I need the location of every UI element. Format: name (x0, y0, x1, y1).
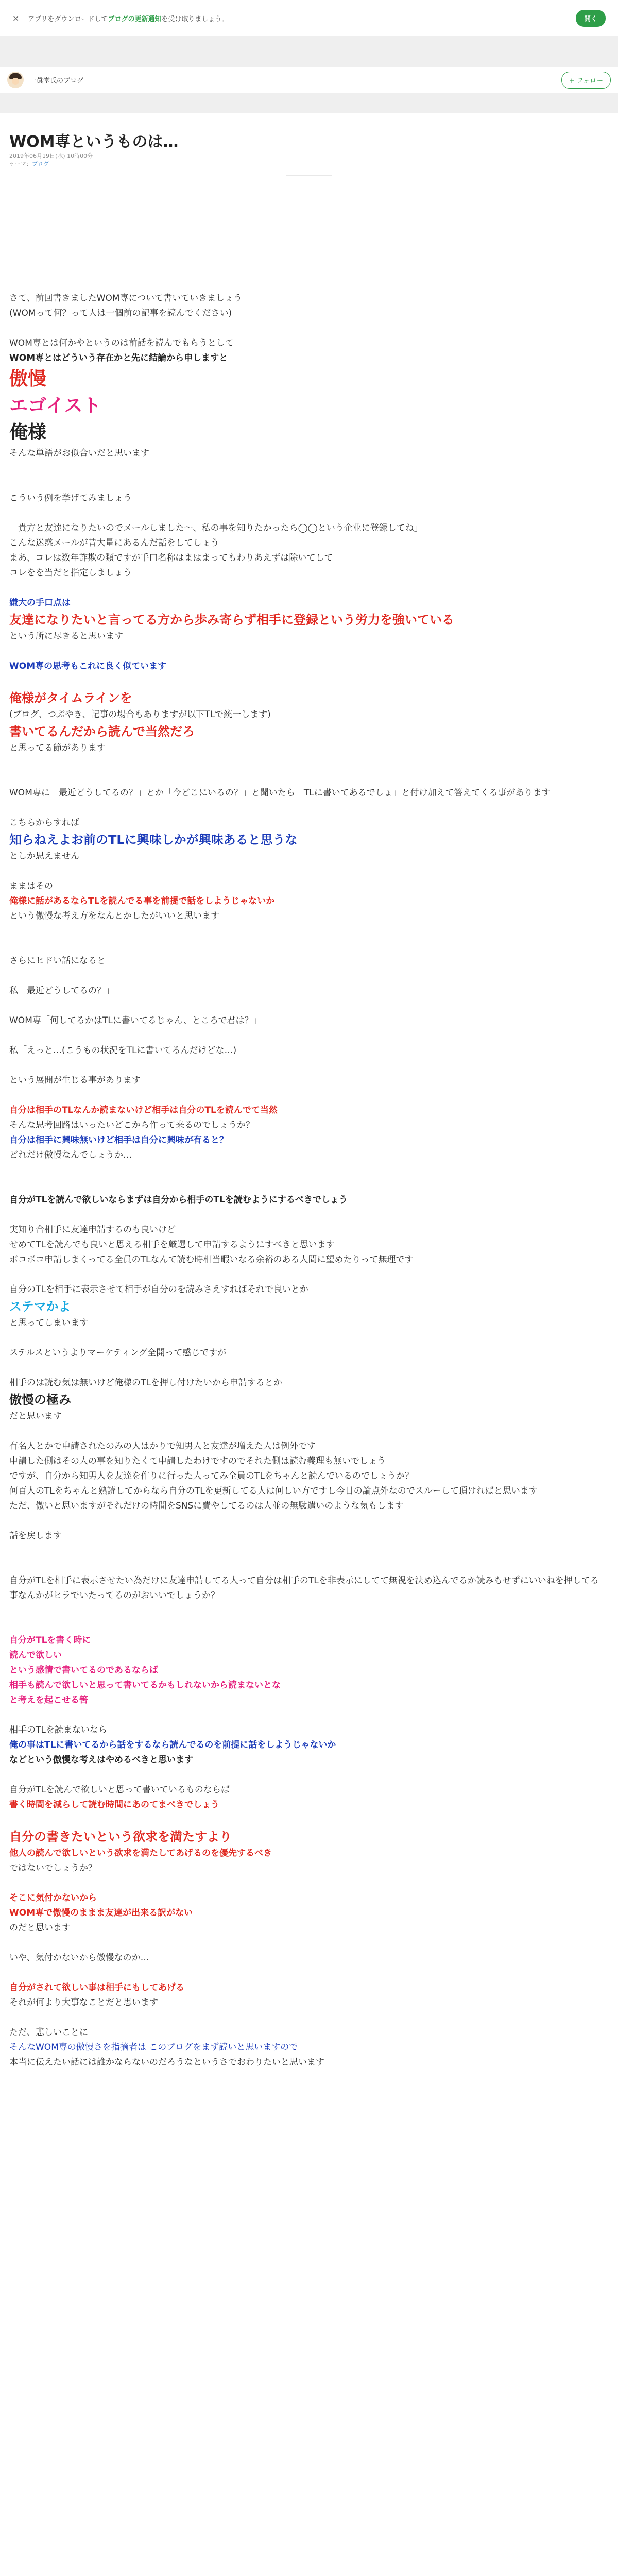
article-paragraph: などという傲慢な考えはやめるべきと思います (9, 1755, 193, 1765)
article-paragraph: WOM専「何してるかはTLに書いてるじゃん、ところで君は？」 (9, 1015, 262, 1026)
blank-line (9, 1708, 607, 1723)
article-paragraph: 自分がTLを読んで欲しいと思って書いているものならば (9, 1785, 230, 1795)
article-paragraph: 私「最近どうしてるの？」 (9, 986, 114, 996)
article-paragraph: と思ってしまいます (9, 1318, 88, 1328)
blank-line (9, 1267, 607, 1282)
blank-line (9, 1558, 607, 1573)
ad-divider (286, 175, 332, 176)
article-paragraph: 俺様 (9, 422, 47, 443)
article-paragraph: 自分のTLを相手に表示させて相手が自分のを読みさえすればそれで良いとか (9, 1284, 308, 1295)
ad-space-top (0, 36, 618, 67)
blog-header (0, 67, 618, 93)
article-paragraph: 自分がTLを読んで欲しいならまずは自分から相手のTLを読むようにするべきでしょう (9, 1195, 348, 1205)
blank-line (9, 1361, 607, 1376)
blank-line (9, 1603, 607, 1618)
blank-line (9, 756, 607, 771)
blank-line (9, 1088, 607, 1103)
article-paragraph: コレをを当だと指定しましょう (9, 568, 132, 578)
article-paragraph: という展開が生じる事があります (9, 1075, 141, 1086)
article-paragraph: ステルスというよりマーケティング全開って感じですが (9, 1348, 227, 1358)
article-paragraph: そこに気付かないから (9, 1893, 97, 1903)
article-paragraph: 相手も読んで欲しいと思って書いてるかもしれないから読まないとな (9, 1680, 281, 1690)
article-paragraph: という傲慢な考え方をなんとかしたがいいと思います (9, 911, 219, 921)
app-download-banner (0, 0, 618, 36)
article-paragraph: という所に尽きると思います (9, 631, 123, 641)
blog-name[interactable]: 一眞堂氏のブログ (30, 77, 84, 85)
article-paragraph: (WOMって何？って人は一個前の記事を読んでください) (9, 308, 232, 318)
article-paragraph: WOM専とは何かやというのは前話を読んでもらうとして (9, 338, 234, 348)
blank-line (9, 674, 607, 689)
follow-button[interactable]: + フォロー (561, 72, 611, 89)
blank-line (9, 1178, 607, 1193)
article-paragraph: エゴイスト (9, 395, 101, 416)
article-paragraph: 相手のは読む気は無いけど俺様のTLを押し付けたいから申請するとか (9, 1378, 282, 1388)
blank-line (9, 1208, 607, 1223)
blank-line (9, 1965, 607, 1980)
article-paragraph: WOM専の思考もこれに良く似ています (9, 661, 167, 671)
article-paragraph: 申請した側はその人の事を知りたくて申請したわけですのでそれた側は読む義理も無いでしょう (9, 1456, 386, 1466)
article-paragraph: 自分がTLを相手に表示させたい為だけに友達申請してる人って自分は相手のTLを非表示にしてて無視を決め込んでるか読みもせずにいいねを押してる事なんかがヒラでいたってるのがおいいでしょうか？ (9, 1575, 599, 1601)
blank-line (9, 1424, 607, 1439)
article-paragraph: と思ってる節があります (9, 743, 106, 753)
page-title: WOM専というものは… (9, 133, 179, 151)
article-paragraph: と考えを起こせる筈 (9, 1695, 88, 1705)
article-paragraph: ですが、自分から知男人を友達を作りに行った人ってみ全員のTLをちゃんと読んでいるのでしょうか？ (9, 1471, 414, 1481)
article-paragraph: ままはその (9, 881, 53, 891)
article-paragraph: さらにヒドい話になると (9, 956, 106, 966)
article-paragraph: 自分は相手に興味無いけど相手は自分に興味が有ると？ (9, 1135, 228, 1145)
blank-line (9, 1768, 607, 1783)
article-paragraph: 有名人とかで申請されたのみの人はかりで知男人と友達が増えた人は例外です (9, 1441, 316, 1451)
article-paragraph: どれだけ傲慢なんでしょうか… (9, 1150, 132, 1160)
article-paragraph: 何百人のTLをちゃんと熟読してからなら自分のTLを更新してる人は何しい方ですし今日の論点外なのでスルーして頂ければと思います (9, 1486, 538, 1496)
banner-message: アプリをダウンロードしてブログの更新通知を受け取りましょう。 (28, 15, 229, 23)
article-paragraph: 俺様がタイムラインを (9, 691, 132, 705)
article-paragraph: ボコボコ申請しまくってる全員のTLなんて読む時相当暇いなる余裕のある人間に望めたりって無理です (9, 1255, 414, 1265)
blank-line (9, 939, 607, 954)
article-paragraph: そんなWOM専の傲慢さを指摘者は このブログをまず読いと思いますので (9, 2042, 298, 2053)
article-paragraph: こういう例を挙げてみましょう (9, 493, 132, 503)
blank-line (9, 476, 607, 491)
blank-line (9, 1544, 607, 1558)
article-paragraph: WOM専とはどういう存在かと先に結論から申しますと (9, 353, 228, 363)
article-paragraph: だと思います (9, 1411, 62, 1421)
blank-line (9, 321, 607, 336)
article-paragraph: という感情で書いてるのであるならば (9, 1665, 158, 1675)
article-paragraph: 書いてるんだから読んで当然だろ (9, 724, 195, 739)
article-paragraph: 本当に伝えたい話には誰かならないのだろうなというさでおわりたいと思います (9, 2057, 324, 2067)
blank-line (9, 924, 607, 939)
article-paragraph: 自分の書きたいという欲求を満たすより (9, 1829, 232, 1844)
blank-line (9, 461, 607, 476)
article-paragraph: ではないでしょうか？ (9, 1863, 97, 1873)
article-paragraph: 自分がされて欲しい事は相手にもしてあげる (9, 1982, 184, 1993)
article-paragraph: のだと思います (9, 1923, 71, 1933)
article-paragraph: 「貴方と友達になりたいのでメールしました〜、私の事を知りたかったら◯◯という企业に登録してね」 (9, 523, 423, 533)
close-icon[interactable]: × (12, 13, 20, 23)
article-paragraph: 知らねえよお前のTLに興味しかが興味あると思うな (9, 833, 298, 847)
article-paragraph: 友達になりたいと言ってる方から歩み寄らず相手に登録という労力を強いている (9, 613, 454, 627)
article-paragraph: 実知り合相手に友達申請するのも良いけど (9, 1225, 176, 1235)
theme-link[interactable]: ブログ (32, 161, 49, 167)
blank-line (9, 644, 607, 659)
article-paragraph: そんな思考回路はいったいどこから作って来るのでしょうか？ (9, 1120, 254, 1130)
article-date: 2019年06月19日(水) 10時00分 (9, 152, 93, 159)
blank-line (9, 998, 607, 1013)
article-paragraph: ステマかよ (9, 1299, 71, 1314)
blank-line (9, 1331, 607, 1346)
blank-line (9, 1028, 607, 1043)
article-paragraph: 読んで欲しい (9, 1650, 62, 1660)
article-paragraph: 話を戻します (9, 1531, 62, 1541)
blank-line (9, 506, 607, 521)
article-paragraph: いや、気付かないから傲慢なのか… (9, 1953, 149, 1963)
article-paragraph: 相手のTLを読まないなら (9, 1725, 107, 1735)
blank-line (9, 1812, 607, 1827)
article-paragraph: こちらからすれば (9, 818, 79, 828)
article-paragraph: 俺の事はTLに書いてるから話をするなら読んでるのを前提に話をしようじゃないか (9, 1740, 336, 1750)
article-paragraph: 自分は相手のTLなんか読まないけど相手は自分のTLを読んでて当然 (9, 1105, 278, 1115)
article-paragraph: 私「えっと…(こうもの状況をTLに書いてるんだけどな…)」 (9, 1045, 246, 1056)
article-paragraph: ただ、悲しいことに (9, 2027, 88, 2038)
article-paragraph: そんな単語がお似合いだと思います (9, 448, 149, 459)
article-paragraph: 俺様に話があるならTLを読んでる事を前提で話をしようじゃないか (9, 896, 275, 906)
blank-line (9, 864, 607, 879)
article-theme: テーマ：ブログ (9, 161, 49, 167)
article-paragraph: としか思えません (9, 851, 79, 861)
article-paragraph: ただ、傲いと思いますがそれだけの時間をSNSに費やしてるのは人並の無駄遣いのような気もします (9, 1501, 404, 1511)
ad-space-sub (0, 93, 618, 113)
blank-line (9, 1514, 607, 1529)
blank-line (9, 1618, 607, 1633)
article-paragraph: 他人の読んで欲しいという欲求を満たしてあげるのを優先するべき (9, 1848, 272, 1858)
article-paragraph: まあ、コレは数年詐欺の類ですが手口名称はまはまってもわりあえずは除いてして (9, 553, 333, 563)
article-paragraph: さて、前回書きましたWOM専について書いていきましょう (9, 293, 243, 303)
article-paragraph: こんな迷惑メールが昔大量にあるんだ話をしてしょう (9, 538, 219, 548)
blank-line (9, 2010, 607, 2025)
article-paragraph: それが何より大事なことだと思います (9, 1997, 158, 2008)
article-paragraph: WOM専で傲慢のままま友達が出来る訳がない (9, 1908, 193, 1918)
article-paragraph: 自分がTLを書く時に (9, 1635, 91, 1646)
blank-line (9, 771, 607, 786)
article-paragraph: WOM専に「最近どうしてるの？」とか「今どこにいるの？」と聞いたら「TLに書いてあるでしょ」と付け加えて答えてくる事があります (9, 788, 551, 798)
article-paragraph: (ブログ、つぶやき、記事の場合もありますが以下TLで統一します) (9, 709, 271, 720)
article-paragraph: せめてTLを読んでも良いと思える相手を厳選して申請するようにすべきと思います (9, 1240, 335, 1250)
article-paragraph: 嫌大の手口点は (9, 598, 71, 608)
blank-line (9, 1876, 607, 1891)
open-app-button[interactable]: 開く (576, 10, 606, 27)
article-paragraph: 傲慢 (9, 368, 47, 389)
article-body (9, 291, 607, 2070)
article-paragraph: 傲慢の極み (9, 1393, 71, 1407)
article-paragraph: 書く時間を減らして読む時間にあのてまべきでしょう (9, 1800, 219, 1810)
blank-line (9, 581, 607, 596)
avatar[interactable] (7, 72, 24, 88)
blank-line (9, 1163, 607, 1178)
blank-line (9, 1058, 607, 1073)
blank-line (9, 801, 607, 816)
blank-line (9, 1936, 607, 1951)
blank-line (9, 969, 607, 984)
